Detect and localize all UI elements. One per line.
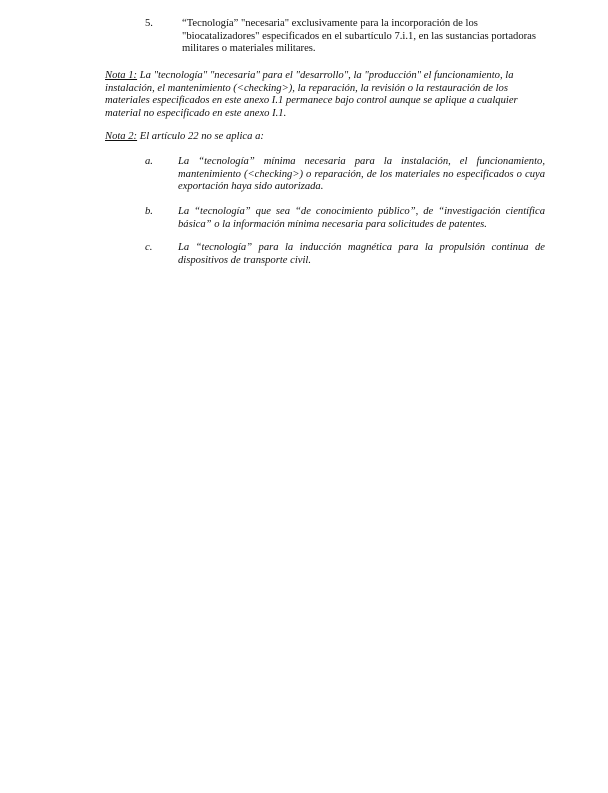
- item-text: “Tecnología” "necesaria" exclusivamente para la incorporación de los "biocatalizadores" especificados en el subartículo 7.i.1, en las sustancias portadoras militares o materiales militares.: [182, 18, 537, 55]
- note-2: [105, 131, 545, 144]
- note-2-label: Nota 2:: [105, 131, 138, 142]
- sub-item-text: La “tecnología” para la inducción magnética para la propulsión continua de dispositivos de transporte civil.: [178, 242, 545, 266]
- sub-item-text: La “tecnología” que sea “de conocimiento público”, de “investigación científica básica” o la información mínima necesaria para solicitudes de patentes.: [178, 206, 545, 230]
- sub-item-text: La “tecnología” mínima necesaria para la instalación, el funcionamiento, mantenimiento (<checking>) o reparación, de los materiales no especificados o cuya exportación haya sido autorizada.: [178, 156, 545, 193]
- note-1-label: Nota 1:: [105, 70, 138, 81]
- sub-item-letter: b.: [145, 206, 153, 217]
- sub-item-letter: a.: [145, 156, 153, 167]
- note-2-text: El artículo 22 no se aplica a:: [137, 131, 264, 142]
- item-number: 5.: [145, 18, 153, 29]
- note-1-text: La "tecnología" "necesaria" para el "desarrollo", la "producción" el funcionamiento, la instalación, el mantenimiento (<checking>), la reparación, la revisión o la restauración de los materiales especificados en este anexo I.1 permanece bajo control aunque se aplique a cualquier material no especificado en este anexo I.1.: [105, 70, 518, 119]
- note-1: [105, 70, 545, 120]
- sub-item-letter: c.: [145, 242, 153, 253]
